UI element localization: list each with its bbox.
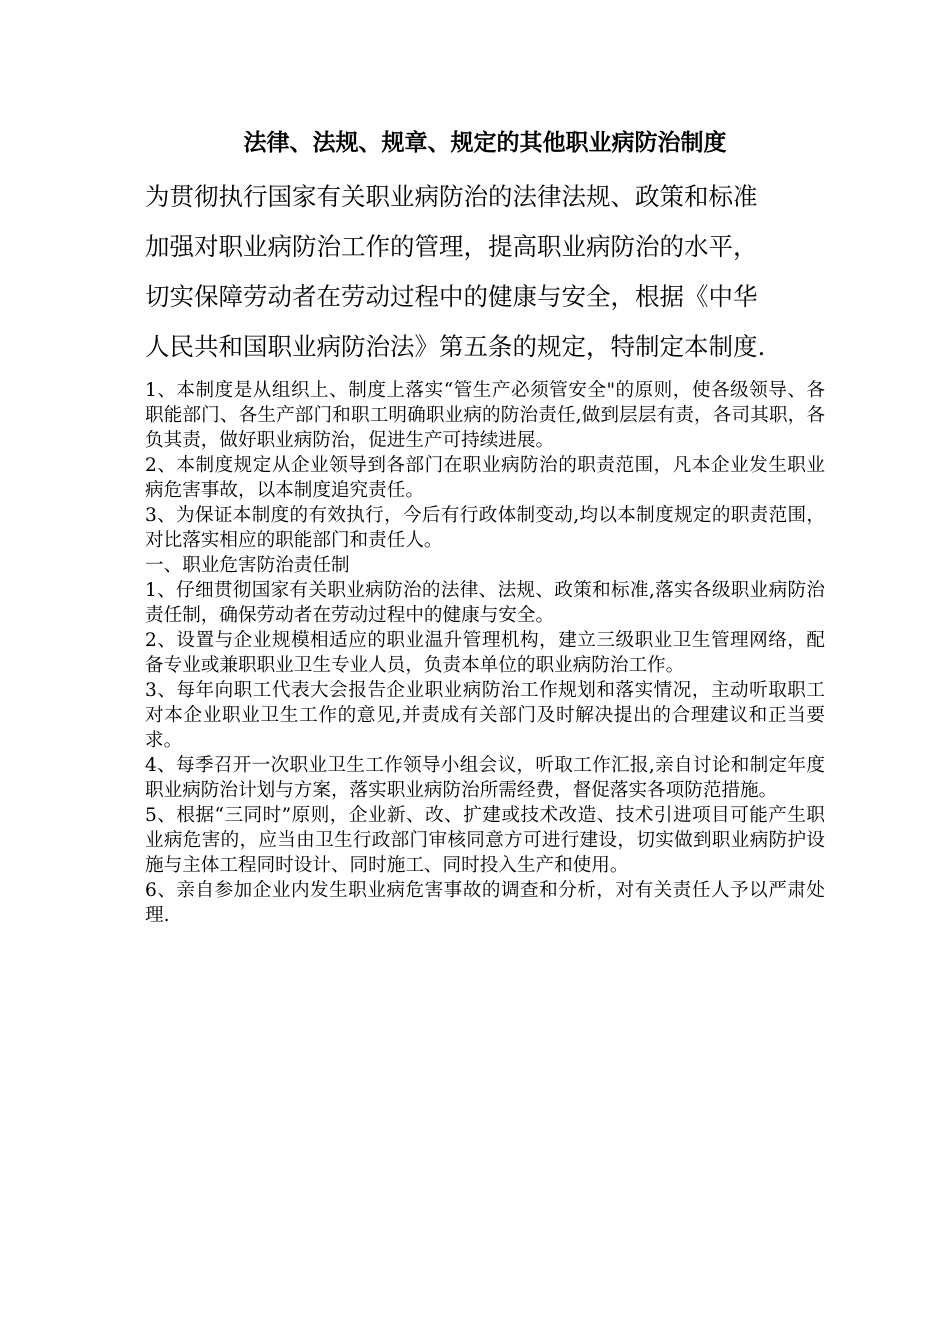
document-title: 法律、法规、规章、规定的其他职业病防治制度 xyxy=(243,129,727,156)
responsibility-item-6: 6、亲自参加企业内发生职业病危害事故的调查和分析，对有关责任人予以严肃处理. xyxy=(145,880,825,926)
intro-paragraph xyxy=(145,172,825,372)
document-page xyxy=(145,128,825,928)
intro-line: 切实保障劳动者在劳动过程中的健康与安全，根据《中华 xyxy=(145,282,758,311)
intro-line: 人民共和国职业病防治法》第五条的规定，特制定本制度. xyxy=(145,332,766,361)
responsibility-item-1: 1、仔细贯彻国家有关职业病防治的法律、法规、政策和标准,落实各级职业病防治责任制，确保劳动者在劳动过程中的健康与安全。 xyxy=(145,580,825,626)
responsibility-item-4: 4、每季召开一次职业卫生工作领导小组会议，听取工作汇报,亲自讨论和制定年度职业病防治计划与方案，落实职业病防治所需经费，督促落实各项防范措施。 xyxy=(145,755,825,801)
section-heading: 一、职业危害防治责任制 xyxy=(145,555,350,576)
clause-2: 2、本制度规定从企业领导到各部门在职业病防治的职责范围，凡本企业发生职业病危害事故，以本制度追究责任。 xyxy=(145,455,825,501)
clause-3: 3、为保证本制度的有效执行，今后有行政体制变动,均以本制度规定的职责范围，对比落实相应的职能部门和责任人。 xyxy=(145,505,825,551)
document-body xyxy=(145,378,825,928)
responsibility-item-5: 5、根据“三同时”原则，企业新、改、扩建或技术改造、技术引进项目可能产生职业病危害的，应当由卫生行政部门审核同意方可进行建设，切实做到职业病防护设施与主体工程同时设计、同时施工、同时投入生产和使用。 xyxy=(145,805,825,876)
intro-line: 为贯彻执行国家有关职业病防治的法律法规、政策和标准 xyxy=(145,182,758,211)
intro-line: 加强对职业病防治工作的管理，提高职业病防治的水平， xyxy=(145,232,758,261)
clause-1: 1、本制度是从组织上、制度上落实“管生产必须管安全"的原则，使各级领导、各职能部门、各生产部门和职工明确职业病的防治责任,做到层层有责，各司其职，各负其责，做好职业病防治，促进生产可持续进展。 xyxy=(145,380,825,451)
responsibility-item-3: 3、每年向职工代表大会报告企业职业病防治工作规划和落实情况，主动听取职工对本企业职业卫生工作的意见,并责成有关部门及时解决提出的合理建议和正当要求。 xyxy=(145,680,825,751)
responsibility-item-2: 2、设置与企业规模相适应的职业温升管理机构，建立三级职业卫生管理网络，配备专业或兼职职业卫生专业人员，负责本单位的职业病防治工作。 xyxy=(145,630,825,676)
